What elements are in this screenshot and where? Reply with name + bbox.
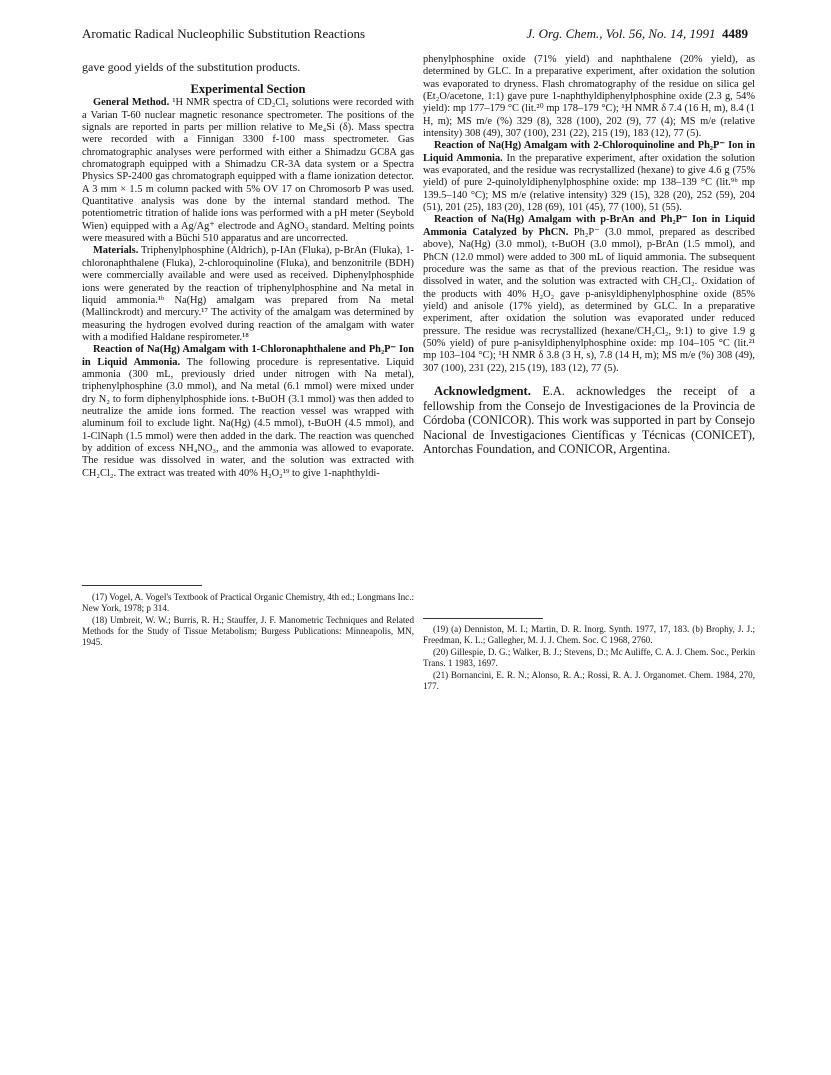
footnote: (21) Bornancini, E. R. N.; Alonso, R. A.; Rossi, R. A. J. Organomet. Chem. 1984, 270, 177. bbox=[423, 670, 755, 691]
reaction1-paragraph bbox=[82, 344, 414, 480]
reaction2-paragraph bbox=[423, 140, 755, 214]
footnote: (17) Vogel, A. Vogel's Textbook of Practical Organic Chemistry, 4th ed.; Longmans Inc.: New York, 1978; p 314. bbox=[82, 592, 414, 613]
materials-title: Materials. bbox=[93, 245, 139, 257]
general-method-paragraph bbox=[82, 97, 414, 245]
footnote: (20) Gillespie, D. G.; Walker, B. J.; Stevens, D.; Mc Auliffe, C. A. J. Chem. Soc., Perkin Trans. 1 1983, 1697. bbox=[423, 647, 755, 668]
footnotes-right bbox=[423, 624, 755, 693]
footnote: (18) Umbreit, W. W.; Burris, R. H.; Stauffer, J. F. Manometric Techniques and Related Methods for the Study of Tissue Metabolism; Burgess Publications: Minneapolis, MN, 1945. bbox=[82, 615, 414, 647]
page-number: 4489 bbox=[722, 26, 748, 41]
reaction2-title: Reaction of Na(Hg) Amalgam with 2-Chloroquinoline and Ph₂P⁻ Ion in Liquid Ammonia. bbox=[423, 140, 755, 164]
section-heading: Experimental Section bbox=[190, 82, 306, 96]
reaction2-text: In the preparative experiment, after oxidation the solution was evaporated, and the residue was recrystallized (hexane) to give 4.6 g (75% yield) of pure 2-quinolyldiphenylphosphine oxide: mp 138–139 °C (lit.⁹ᵇ mp 139.5–140 °C); MS m/e (relative intensity) 329 (15), 328 (20), 252 (59), 204 (51), 201 (25), 183 (20), 128 (69), 101 (45), 77 (100), 51 (55). bbox=[423, 152, 755, 214]
reaction3-title: Reaction of Na(Hg) Amalgam with p-BrAn and Ph₂P⁻ Ion in Liquid Ammonia Catalyzed by PhCN. bbox=[423, 214, 755, 238]
left-column bbox=[82, 60, 414, 480]
footnotes-left bbox=[82, 592, 414, 649]
acknowledgment-text: E.A. acknowledges the receipt of a fellowship from the Consejo de Investigaciones de la Provincia de Córdoba (CONICOR). This work was supported in part by Consejo Nacional de Investigaciones Científicas y Técnicas (CONICET), Antorchas Foundation, and CONICOR, Argentina. bbox=[423, 383, 756, 457]
right-column bbox=[423, 54, 755, 457]
reaction3-text: Ph₂P⁻ (3.0 mmol, prepared as described above), Na(Hg) (3.0 mmol), t-BuOH (3.0 mmol), p-BrAn (1.5 mmol), and PhCN (12.0 mmol) were added to 300 mL of liquid ammonia. The subsequent procedure was the same as that of the previous reaction. The residue was dissolved in water, and the solution was extracted with CH₂Cl₂. Oxidation of the products with 40% H₂O₂ gave p-anisyldiphenylphosphine oxide (85% yield) and anisole (17% yield), as determined by GLC. In a preparative experiment, after oxidation the solution was evaporated under reduced pressure. The residue was recrystallized (hexane/CH₂Cl₂, 9:1) to give 1.9 g (50% yield) of pure p-anisyldiphenylphosphine oxide: mp 104–105 °C (lit.²¹ mp 103–104 °C); ¹H NMR δ 3.8 (3 H, s), 7.8 (14 H, m); MS m/e (%) 308 (49), 307 (100), 231 (22), 215 (19), 183 (12), 77 (5). bbox=[423, 226, 755, 374]
running-header bbox=[82, 26, 748, 44]
footnote-divider bbox=[82, 585, 202, 586]
journal-citation bbox=[526, 26, 748, 42]
general-method-title: General Method. bbox=[93, 97, 170, 109]
acknowledgment-title: Acknowledgment. bbox=[434, 383, 531, 398]
footnote: (19) (a) Denniston, M. I.; Martin, D. R. Inorg. Synth. 1977, 17, 183. (b) Brophy, J. J.; Freedman, K. L.; Gallegher, M. J. J. Chem. Soc. C 1968, 2760. bbox=[423, 624, 755, 645]
continuation-paragraph: phenylphosphine oxide (71% yield) and naphthalene (20% yield), as determined by GLC. In a preparative experiment, after oxidation the solution was evaporated to dryness. Flash chromatography of the residue on silica gel (Et₂O/acetone, 1:1) gave pure 1-naphthyldiphenylphosphine oxide (2.3 g, 54% yield): mp 177–179 °C (lit.²⁰ mp 178–179 °C); ¹H NMR δ 7.4 (16 H, m), 8.4 (1 H, m); MS m/e (%) 329 (8), 328 (100), 202 (9), 77 (4); MS m/e (relative intensity) 308 (49), 307 (100), 231 (22), 215 (19), 183 (12), 77 (5). bbox=[423, 54, 755, 140]
reaction1-title: Reaction of Na(Hg) Amalgam with 1-Chloronaphthalene and Ph₂P⁻ Ion in Liquid Ammonia. bbox=[82, 344, 414, 368]
materials-paragraph bbox=[82, 245, 414, 344]
acknowledgment-paragraph bbox=[423, 384, 755, 457]
reaction3-paragraph bbox=[423, 214, 755, 374]
general-method-text: ¹H NMR spectra of CD₂Cl₂ solutions were recorded with a Varian T-60 nuclear magnetic resonance spectrometer. The positions of the signals are reported in parts per million relative to Me₄Si (δ). Mass spectra were recorded with a Finnigan 3300 f-100 mass spectrometer. Gas chromatographic analyses were performed with either a Shimadzu GC8A gas chromatograph equipped with a Shimadzu CR-3A data system or a Spectra Physics SP-2400 gas chromatograph equipped with a flame ionization detector. A 3 mm × 1.5 m column packed with 5% OV 17 on Chromosorb P was used. Quantitative analysis was done by the internal standard method. The potentiometric titration of halide ions was performed with a pH meter (Seybold Wien) equipped with a Ag/Ag⁺ electrode and AgNO₃ standard. Melting points were measured with a Büchi 510 apparatus and are uncorrected. bbox=[82, 97, 414, 245]
journal-name: J. Org. Chem., Vol. 56, No. 14, 1991 bbox=[526, 26, 716, 41]
running-title: Aromatic Radical Nucleophilic Substitution Reactions bbox=[82, 26, 366, 41]
lead-line: gave good yields of the substitution products. bbox=[82, 60, 301, 74]
reaction1-text: The following procedure is representative. Liquid ammonia (300 mL, previously dried under nitrogen with Na metal), triphenylphosphine (3.0 mmol), and Na metal (6.1 mmol) were mixed under dry N₂ to form diphenylphosphide ions. t-BuOH (3.1 mmol) was then added to neutralize the amide ions formed. The reaction vessel was wrapped with aluminum foil to exclude light. Na(Hg) (4.5 mmol), t-BuOH (4.5 mmol), and 1-ClNaph (1.5 mmol) were then added in the dark. The reaction was quenched by addition of excess NH₄NO₃, and the ammonia was allowed to evaporate. The residue was dissolved in water, and the solution was extracted with CH₂Cl₂. The extract was treated with 40% H₂O₂¹⁹ to give 1-naphthyldi- bbox=[82, 356, 414, 479]
footnote-divider bbox=[423, 618, 543, 619]
materials-text: Triphenylphosphine (Aldrich), p-IAn (Fluka), p-BrAn (Fluka), 1-chloronaphthalene (Fluka), 2-chloroquinoline (Fluka), and benzonitrile (BDH) were commercially available and were used as received. Diphenylphosphide ions were generated by the reaction of triphenylphosphine and Na metal in liquid ammonia.¹ᵇ Na(Hg) amalgam was prepared from Na metal (Mallinckrodt) and mercury.¹⁷ The activity of the amalgam was determined by measuring the hydrogen evolved during reaction of the amalgam with water with a modified Haldane respirometer.¹⁸ bbox=[82, 245, 414, 343]
